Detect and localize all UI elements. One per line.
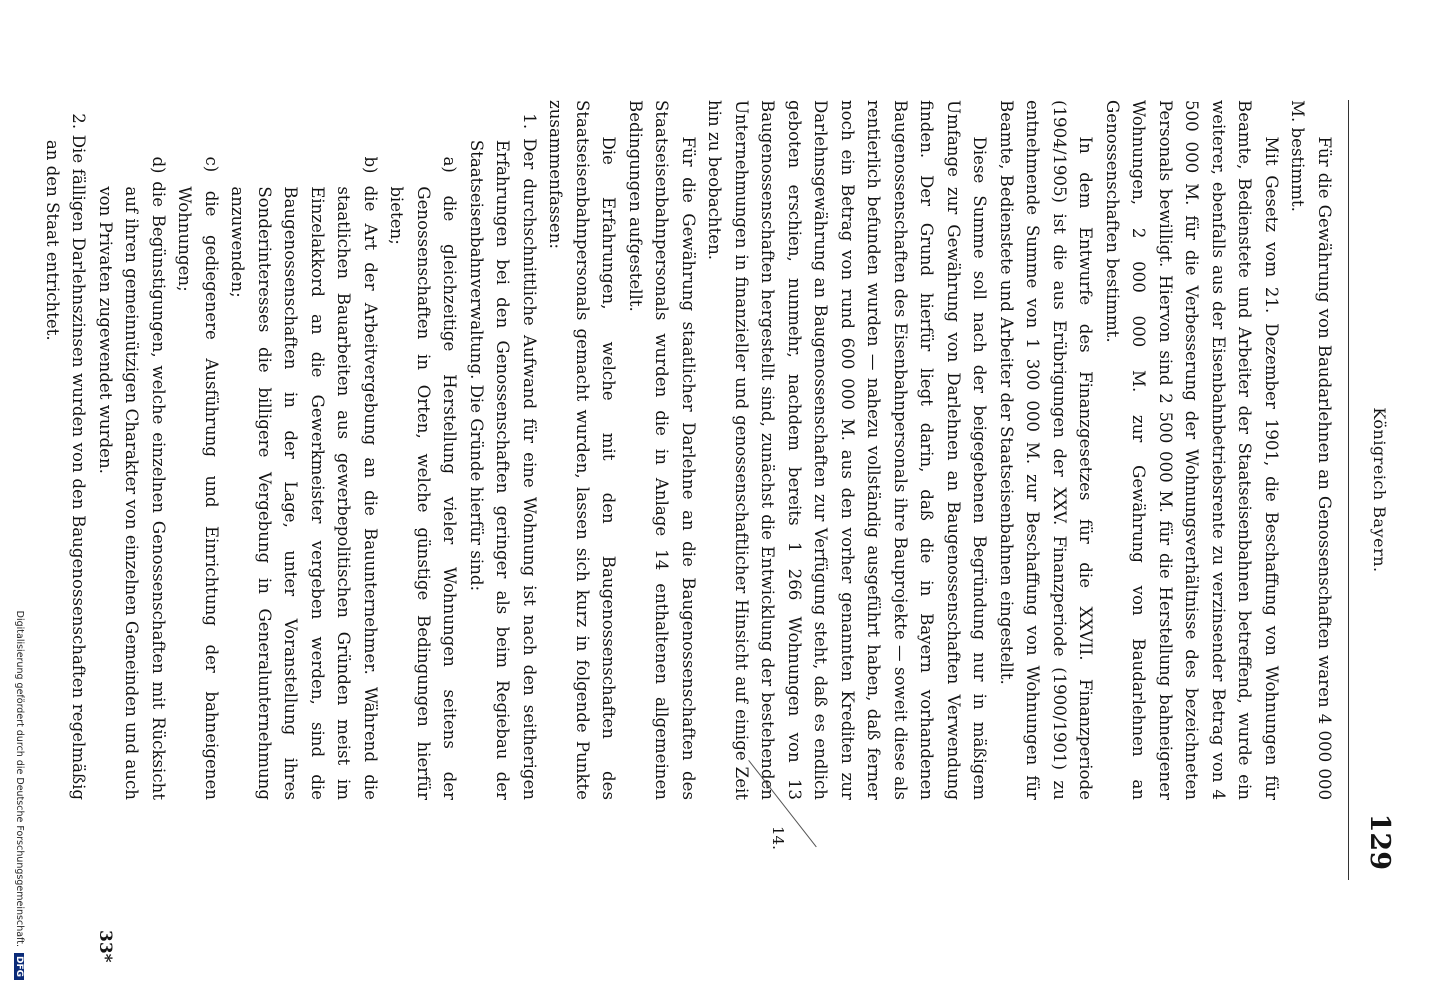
list-subitem: d) die Begünstigungen, welche einzelnen Genossenschaften mit Rücksicht auf ihren gemeinnützigen Charakter von einzelnen Gemeinden und auch von Privaten zugewendet wurden.: [96, 156, 168, 800]
credit-text: Digitalisierung gefördert durch die Deutsche Forschungsgemeinschaft.: [14, 610, 25, 947]
running-title: Königreich Bayern.: [1370, 407, 1389, 573]
paragraph: In dem Entwurfe des Finanzgesetzes für die XXVII. Finanzperiode (1904/1905) ist die aus Erübrigungen der XXV. Finanzperiode (1900/1901) zu entnehmende Summe von 1 300 000 M. zur Beschaffung von Wohnungen für Beamte, Bedienstete und Arbeiter der Staatseisenbahnen eingestellt.: [997, 100, 1096, 800]
margin-annotation: [707, 760, 787, 880]
list-item: 1. Der durchschnittliche Aufwand für eine Wohnung ist nach den seitherigen Erfahrungen bei den Genossenschaften geringer als beim Regiebau der Staatseisenbahnverwaltung. Die Gründe hierfür sind:: [467, 113, 539, 800]
list-item: 2. Die fälligen Darlehnszinsen wurden von den Baugenossenschaften regelmäßig an den Staat entrichtet.: [43, 113, 89, 800]
list-subitem: b) die Art der Arbeitvergebung an die Bauunternehmer. Während die staatlichen Bauarbeiten aus gewerbepolitischen Gründen meist im Einzelakkord an die Gewerkmeister vergeben werden, sind die Baugenossenschaften in der Lage, unter Voranstellung ihres Sonderinteresses die billigere Vergebung in Generalunternehmung anzuwenden;: [228, 156, 380, 800]
signature-mark: 33*: [95, 930, 115, 963]
paragraph: Für die Gewährung von Baudarlehnen an Genossenschaften waren 4 000 000 M. bestimmt.: [1288, 100, 1334, 800]
paragraph: Mit Gesetz vom 21. Dezember 1901, die Beschaffung von Wohnungen für Beamte, Bedienstete und Arbeiter der Staatseisenbahnen betreffend, wurde ein weiterer, ebenfalls aus der Eisenbahnbetriebsrente zu verzinsender Betrag von 4 500 000 M. für die Verbesserung der Wohnungsverhältnisse des bezeichneten Personals bewilligt. Hiervon sind 2 500 000 M. für die Herstellung bahneigener Wohnungen, 2 000 000 M. zur Gewährung von Baudarlehnen an Genossenschaften bestimmt.: [1103, 100, 1281, 800]
digitization-credit: [5, 500, 25, 980]
paragraph: Diese Summe soll nach der beigegebenen Begründung nur in mäßigem Umfange zur Gewährung von Darlehnen an Baugenossenschaften Verwendung finden. Der Grund hierfür liegt darin, daß die in Bayern vorhandenen Baugenossenschaften des Eisenbahnpersonals ihre Bauprojekte — soweit diese als rentierlich befunden wurden — nahezu vollständig ausgeführt haben, daß ferner noch ein Betrag von rund 600 000 M. aus den vorher genannten Krediten zur Darlehnsgewährung an Baugenossenschaften zur Verfügung steht, daß es endlich geboten erschien, nunmehr, nachdem bereits 1 266 Wohnungen von 13 Baugenossenschaften hergestellt sind, zunächst die Entwicklung der bestehenden Unternehmungen in finanzieller und genossenschaftlicher Hinsicht auf einige Zeit hin zu beobachten.: [705, 100, 990, 800]
list-subitem: a) die gleichzeitige Herstellung vieler Wohnungen seitens der Genossenschaften in Orten, welche günstige Bedingungen hierfür bieten;: [387, 156, 460, 800]
annotation-label: 14.: [769, 826, 787, 850]
list-subitem: c) die gediegenere Ausführung und Einrichtung der bahneigenen Wohnungen;: [175, 156, 221, 800]
paragraph: Für die Gewährung staatlicher Darlehne an die Baugenossenschaften des Staatseisenbahnpersonals wurden die in Anlage 14 enthaltenen allgemeinen Bedingungen aufgestellt.: [626, 100, 698, 800]
dfg-logo: DFG: [14, 953, 24, 980]
page-number: 129: [1364, 813, 1395, 870]
running-head: [1348, 100, 1395, 880]
paragraph: Die Erfahrungen, welche mit den Baugenossenschaften des Staatseisenbahnpersonals gemacht wurden, lassen sich kurz in folgende Punkte zusammenfassen:: [546, 100, 619, 800]
body-text: [39, 100, 1338, 800]
